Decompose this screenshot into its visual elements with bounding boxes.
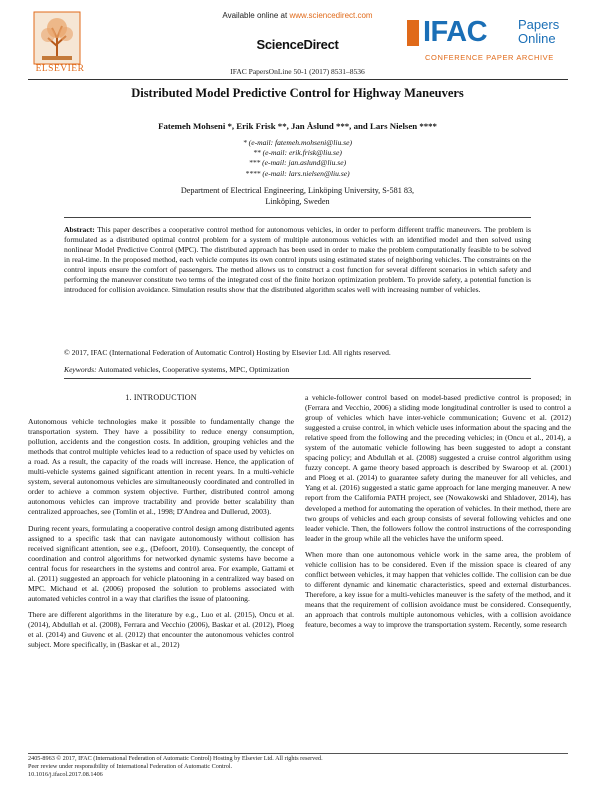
- paper-title: Distributed Model Predictive Control for Highway Maneuvers: [131, 86, 464, 100]
- header-divider: [28, 79, 568, 80]
- author-emails: [160, 138, 435, 179]
- body-paragraph: There are different algorithms in the literature by e.g., Luo et al. (2015), Oncu et al. (2014), Abdullah et al. (2008), Ferrara and Vecchio (2006), Baskar et al. (2012), Ploeg et al. (2014) and Guvenc et al. (2012) that encounter the autonomous vehicles control subject. More specifically, in (Baskar et al., 2012): [28, 609, 294, 650]
- copyright-line: © 2017, IFAC (International Federation of Automatic Control) Hosting by Elsevier Ltd. All rights reserved.: [64, 348, 391, 357]
- ifac-papers-word: Papers: [518, 17, 560, 32]
- affiliation-line: Linköping, Sweden: [265, 196, 330, 206]
- available-prefix: Available online at: [222, 11, 288, 20]
- footer: [28, 755, 568, 779]
- sciencedirect-logo: ScienceDirect: [256, 37, 339, 52]
- affiliation-line: Department of Electrical Engineering, Linköping University, S-581 83,: [180, 186, 415, 195]
- section-heading: 1. INTRODUCTION: [125, 393, 197, 402]
- journal-citation: IFAC PapersOnLine 50-1 (2017) 8531–8536: [230, 67, 365, 76]
- email-line: *** (e-mail: jan.aslund@liu.se): [248, 158, 347, 168]
- affiliation: [100, 186, 495, 207]
- body-paragraph: During recent years, formulating a cooperative control design among distributed agents assigned to a specific task that can navigate autonomously without collision has received significant attention, see e.g., (Defoort, 2010). Consequently, the concept of coordination and control algorithms for networked dynamic systems have become a central focus for researchers in the systems and control area. For example, Gattami et al. (2011) suggested an approach for vehicle platooning in a centralized way based on MPC. Michaud et al. (2006) proposed the solution to problems associated with automated vehicles control in a way that clarifies the issue of platooning.: [28, 523, 294, 603]
- email-line: **** (e-mail: lars.nielsen@liu.se): [245, 168, 350, 178]
- email-line: ** (e-mail: erik.frisk@liu.se): [253, 148, 342, 158]
- ifac-archive-tagline: CONFERENCE PAPER ARCHIVE: [425, 53, 554, 62]
- abstract: [64, 225, 531, 295]
- footer-peer-review-line: Peer review under responsibility of International Federation of Automatic Control.: [28, 763, 233, 770]
- ifac-wordmark: IFAC: [423, 16, 488, 48]
- keywords-line: [64, 365, 531, 374]
- body-paragraph: a vehicle-follower control based on model-based predictive control is proposed; in (Ferrara and Vecchio, 2006) a sliding mode longitudinal controller is used to control a group of vehicles which have inter-vehicle communication; Guvenc et al. (2012) suggested a cruise control, in which vehicle uses information about the spacing and the relative speed from the following and the preceding vehicles; in (Oncu et al., 2014), a system of the automatic vehicle following has been suggested to adopt a constant spacing policy; and Abdullah et al. (2008) suggested a cruise control algorithm using fuzzy concept. A game theory based approach is described by Swaroop et al. (2001) and Ploeg et al. (2014) to guarantee safety during the maneuver for all vehicles, and Yang et al. (2016) suggested a static game approach for lane merging maneuver. A new report from the California PATH project, see (Nowakowski and Shladover, 2014), has developed a method for automating the operation of vehicles. In their method, there are two groups of vehicles and each group consists of several following vehicles and one leader vehicle. Then, the followers follow the control instructions of the corresponding leader in the group while all the vehicles have the uniform speed.: [305, 393, 571, 543]
- body-paragraph: Autonomous vehicle technologies make it possible to fundamentally change the transportation system. They have a possibility to reduce energy consumption, pollution, accidents and the congestion costs. In addition, grouping vehicles and the methods that control multiple vehicles lead to a reduction of space used by vehicles on a road. As a result, the capacity of the roads will increase. Hence, the application of multi-vehicle systems gained significant attention in recent years. In a multi-vehicle system, several autonomous vehicles are simultaneously coordinated and controlled in order to achieve a common system objective. Further, distributed control among autonomous vehicles can improve tractability and provide better scalability than centralized approaches, see (Tomlin et al., 1998; D'Andrea and Dullerud, 2003).: [28, 417, 294, 517]
- right-column: [305, 393, 571, 636]
- abstract-top-rule: [64, 217, 531, 218]
- abstract-bottom-rule: [64, 378, 531, 379]
- footer-doi-link[interactable]: 10.1016/j.ifacol.2017.08.1406: [28, 771, 103, 778]
- elsevier-wordmark: ELSEVIER: [35, 64, 85, 74]
- keywords-label: Keywords:: [64, 365, 97, 374]
- left-column: [28, 393, 294, 656]
- sciencedirect-url-link[interactable]: www.sciencedirect.com: [289, 11, 373, 20]
- paper-authors: Fatemeh Mohseni *, Erik Frisk **, Jan Åslund ***, and Lars Nielsen ****: [158, 121, 437, 131]
- ifac-online-word: Online: [518, 31, 556, 46]
- keywords-text: Automated vehicles, Cooperative systems, MPC, Optimization: [98, 365, 290, 374]
- abstract-label: Abstract:: [64, 225, 95, 234]
- body-paragraph: When more than one autonomous vehicle work in the same area, the problem of vehicle collision has to be considered. Even if the mission space is cleared of any conflict between vehicles, it may happen that vehicles collide. The collision can be due to different dynamic and kinematic characteristics, speed and external disturbances. Therefore, a key issue for a multi-vehicles maneuver is the safety of the method, and it means that the requirement of collision avoidance must be considered. Consequently, an approach that controls multiple autonomous vehicles, with a collision avoidance feature, becomes a way to improve the transportation system. Recently, some research: [305, 549, 571, 630]
- ifac-accent-bar: [407, 20, 419, 46]
- abstract-text: This paper describes a cooperative control method for autonomous vehicles, in order to perform different traffic maneuvers. The problem is formulated as a distributed optimal control problem for a system of multiple autonomous vehicles with an identified model and then solved using nonlinear Model Predictive Control (MPC). The distributed approach has been used in order to make the problem computationally feasible to be solved in real-time. In the proposed method, each vehicle computes its own control inputs using estimated states of neighboring vehicles. The constraints on the control inputs ensure the comfort of passengers. The method allows us to construct a cost function for several different scenarios in which safety and performing the maneuver constitute two terms of the integrated cost of the finite horizon optimization problem. To provide safety, a potential function is introduced for collision avoidance. Simulation results show that the distributed algorithm scales well with increasing number of vehicles.: [64, 225, 531, 294]
- email-line: * (e-mail: fatemeh.mohseni@liu.se): [242, 138, 353, 147]
- footer-divider: [28, 753, 568, 754]
- footer-issn-line: 2405-8963 © 2017, IFAC (International Federation of Automatic Control) Hosting by Elsevier Ltd. All rights reserved.: [28, 755, 323, 762]
- ifac-papersonline-logo: [405, 12, 575, 66]
